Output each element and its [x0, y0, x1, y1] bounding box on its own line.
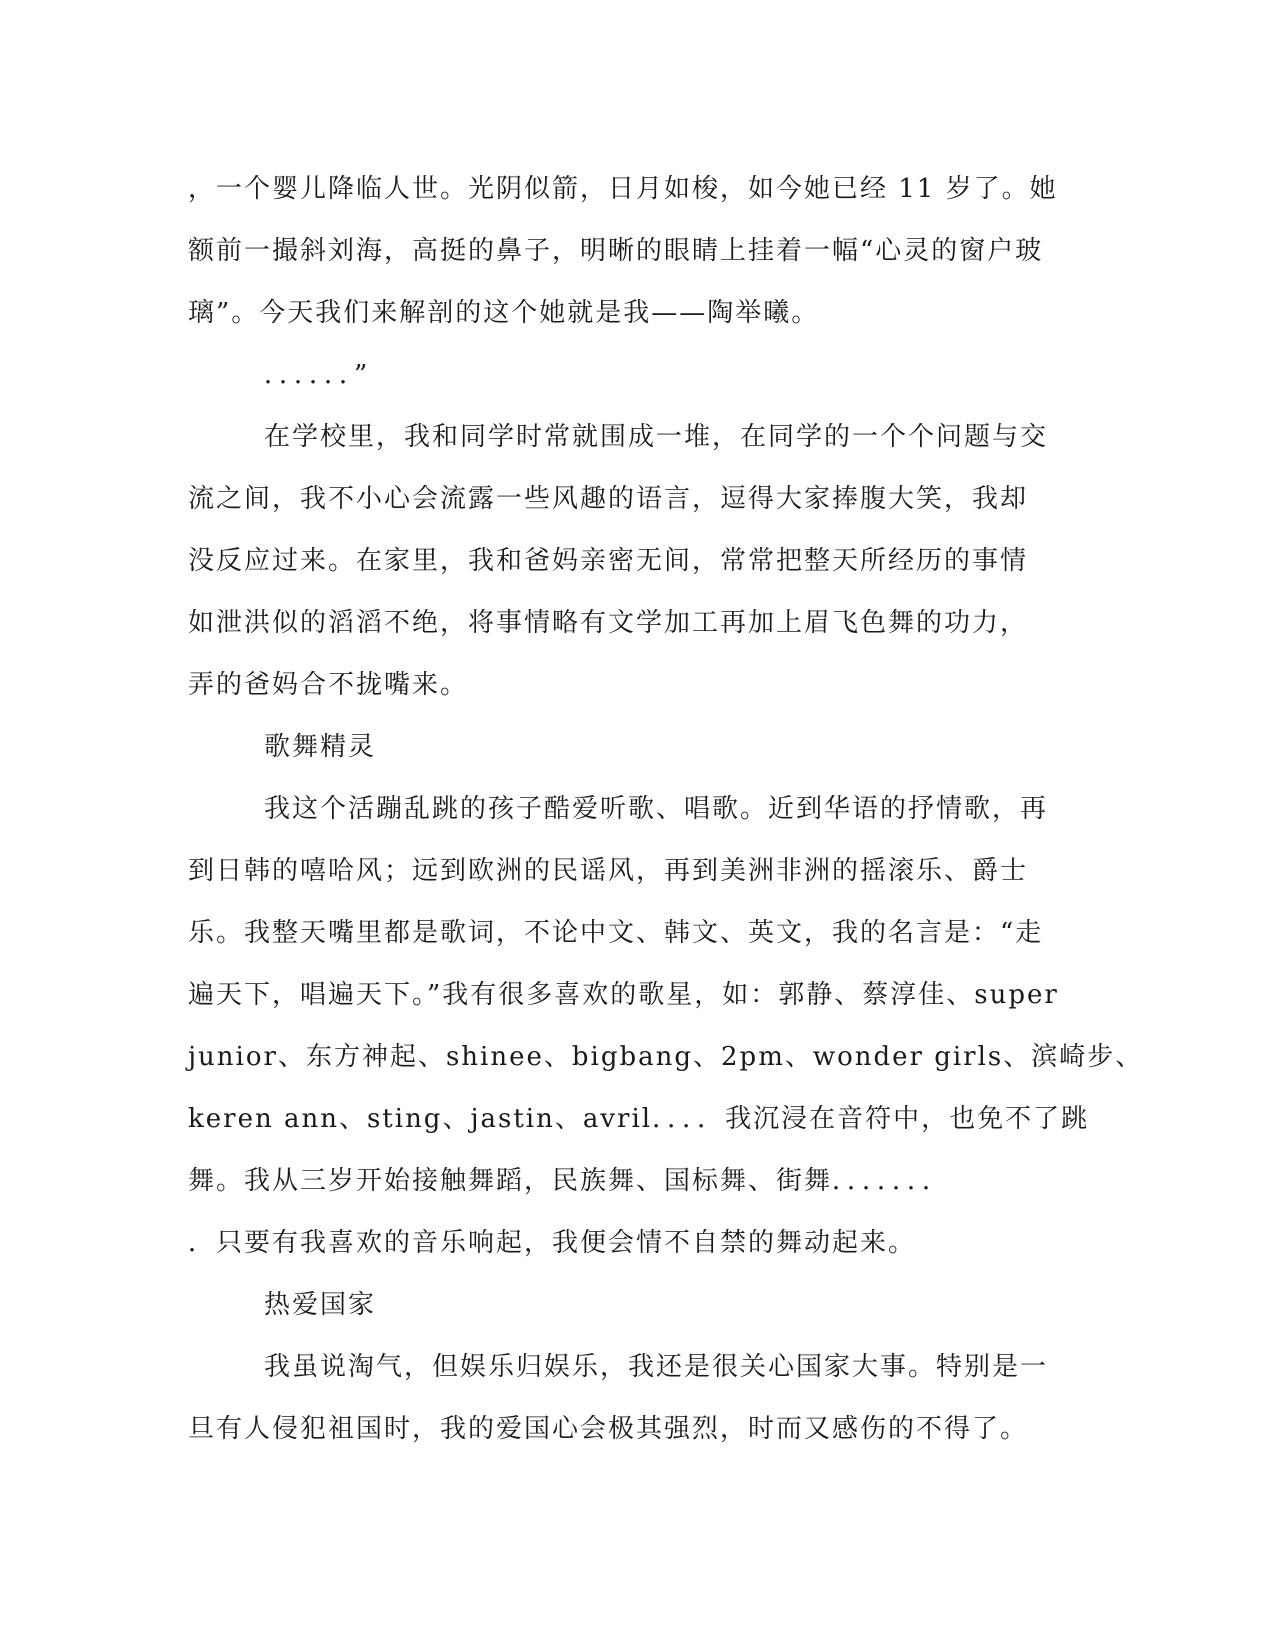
- text-line: ．只要有我喜欢的音乐响起，我便会情不自禁的舞动起来。: [188, 1228, 917, 1258]
- ellipsis-line: ．．．．．．”: [264, 360, 370, 390]
- body-text: [188, 158, 1144, 1460]
- text-line: 乐。我整天嘴里都是歌词，不论中文、韩文、英文，我的名言是：“走: [188, 918, 1044, 948]
- text-line: 弄的爸妈合不拢嘴来。: [188, 670, 469, 700]
- text-line: 没反应过来。在家里，我和爸妈亲密无间，常常把整天所经历的事情: [188, 546, 1029, 576]
- text-line: 额前一撮斜刘海，高挺的鼻子，明晰的眼睛上挂着一幅“心灵的窗户玻: [188, 236, 1044, 266]
- text-line: 舞。我从三岁开始接触舞蹈，民族舞、国标舞、街舞．．．．．．．: [188, 1166, 951, 1196]
- text-line: ，一个婴儿降临人世。光阴似箭，日月如梭，如今她已经 11 岁了。她: [188, 174, 1058, 204]
- paragraph-start: 我虽说淘气，但娱乐归娱乐，我还是很关心国家大事。特别是一: [264, 1352, 1049, 1382]
- text-line: 遍天下，唱遍天下。”我有很多喜欢的歌星，如：郭静、蔡淳佳、super: [188, 980, 1059, 1010]
- text-line: 到日韩的嘻哈风；远到欧洲的民谣风，再到美洲非洲的摇滚乐、爵士: [188, 856, 1029, 886]
- text-line: junior、东方神起、shinee、bigbang、2pm、wonder girls、滨崎步、: [188, 1042, 1144, 1072]
- text-line: 如泄洪似的滔滔不绝，将事情略有文学加工再加上眉飞色舞的功力，: [188, 608, 1029, 638]
- paragraph-start: 我这个活蹦乱跳的孩子酷爱听歌、唱歌。近到华语的抒情歌，再: [264, 794, 1049, 824]
- paragraph-start: 在学校里，我和同学时常就围成一堆，在同学的一个个问题与交: [264, 422, 1049, 452]
- section-heading: 歌舞精灵: [264, 732, 377, 762]
- section-heading: 热爱国家: [264, 1290, 377, 1320]
- text-line: keren ann、sting、jastin、avril．．．．我沉浸在音符中，也免不了跳: [188, 1104, 1090, 1134]
- text-line: 流之间，我不小心会流露一些风趣的语言，逗得大家捧腹大笑，我却: [188, 484, 1029, 514]
- text-line: 旦有人侵犯祖国时，我的爱国心会极其强烈，时而又感伤的不得了。: [188, 1414, 1029, 1444]
- text-line: 璃”。今天我们来解剖的这个她就是我——陶举曦。: [188, 298, 820, 328]
